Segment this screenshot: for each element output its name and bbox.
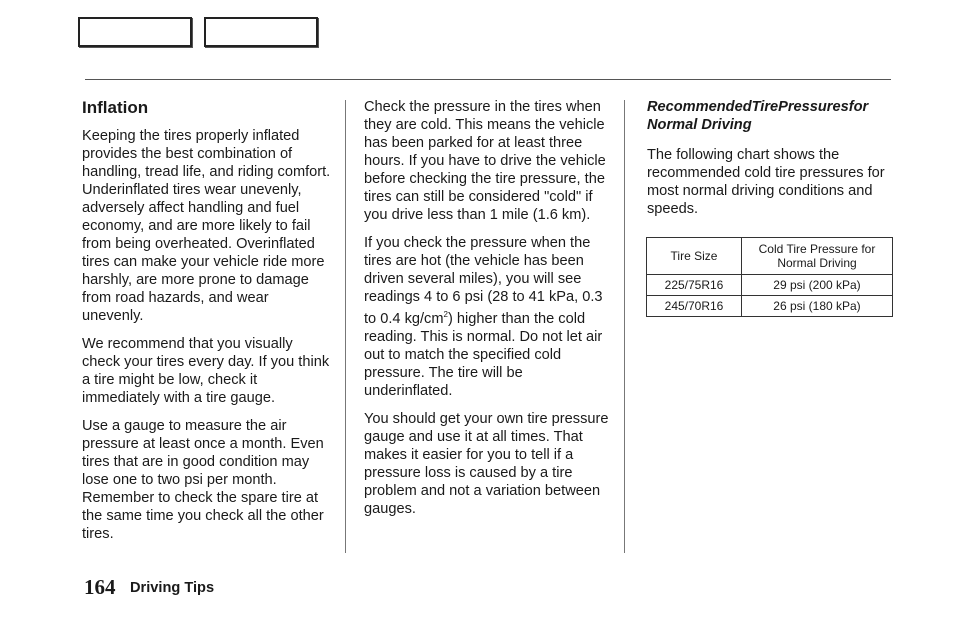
table-row — [647, 296, 893, 317]
column-3 — [647, 98, 899, 228]
paragraph: Check the pressure in the tires when they are cold. This means the vehicle has been parked for at least three hours. If you have to drive the vehicle before checking the tire pressure, the tires can still be considered "cold" if you drive less than 1 mile (1.6 km). — [364, 99, 606, 223]
column-divider-1 — [345, 100, 346, 553]
table-row — [647, 275, 893, 296]
text-span: ) higher than the cold reading. This is normal. Do not let air out to match the specified cold pressure. The tire will be underinflated. — [364, 310, 603, 399]
paragraph: We recommend that you visually check your tires every day. If you think a tire might be low, check it immediately with a tire gauge. — [82, 336, 330, 406]
superscript: 2 — [443, 310, 448, 319]
table-cell: 225/75R16 — [647, 275, 742, 296]
subheading-recommended-pressures: RecommendedTirePressuresfor Normal Driving — [647, 99, 869, 133]
nav-button-1[interactable] — [78, 17, 192, 47]
column-2 — [364, 98, 612, 528]
nav-button-2[interactable] — [204, 17, 318, 47]
table-cell: 245/70R16 — [647, 296, 742, 317]
paragraph: Use a gauge to measure the air pressure at least once a month. Even tires that are in good condition may lose one to two psi per month. Remember to check the spare tire at the same time you check all the other tires. — [82, 418, 324, 542]
header-rule — [85, 79, 891, 80]
section-heading-inflation: Inflation — [82, 98, 149, 117]
table-cell: 29 psi (200 kPa) — [742, 275, 893, 296]
paragraph: You should get your own tire pressure gauge and use it at all times. That makes it easier for you to tell if a pressure loss is caused by a tire problem and not a variation between gauges. — [364, 410, 609, 517]
paragraph: Keeping the tires properly inflated provides the best combination of handling, tread life, and riding comfort. Underinflated tires wear unevenly, adversely affect handling and fuel economy, and are more likely to fail from being overheated. Overinflated tires can make your vehicle ride more harshly, are more prone to damage from road hazards, and wear unevenly. — [82, 128, 331, 324]
tire-pressure-table — [646, 237, 893, 317]
paragraph: The following chart shows the recommended cold tire pressures for most normal driving conditions and speeds. — [647, 147, 885, 217]
column-1 — [82, 97, 332, 553]
paragraph-hot-tires — [364, 234, 612, 400]
text-span: If you check the pressure when the tires are hot (the vehicle has been driven several miles), you will see readings 4 to 6 psi (28 to 41 kPa, 0.3 to 0.4 kg/cm — [364, 235, 603, 327]
column-divider-2 — [624, 100, 625, 553]
page-number: 164 — [84, 575, 116, 599]
footer-section-title: Driving Tips — [130, 580, 215, 596]
table-cell: 26 psi (180 kPa) — [742, 296, 893, 317]
table-header: Cold Tire Pressure for Normal Driving — [742, 238, 893, 275]
table-header-row — [647, 238, 893, 275]
table-header: Tire Size — [647, 238, 742, 275]
